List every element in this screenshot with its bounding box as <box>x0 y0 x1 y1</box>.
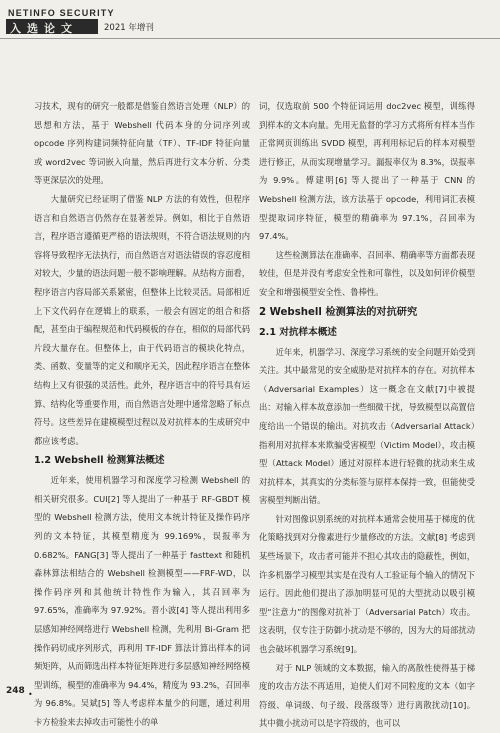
paragraph: 近年来，机器学习、深度学习系统的安全问题开始受到关注。其中最常见的安全威胁是对抗样本的存在。对抗样本（Adversarial Examples）这一概念在文献[7]中被提出：对输入样本故意添加一些细微干扰，导致模型以高置信度给出一个错误的输出。对抗攻击（Adversarial Attack）指利用对抗样本来欺骗受害模型（Victim Model），攻击模型（Attack Model）通过对原样本进行轻微的扰动来生成对抗样本，其真实的分类标签与原样本保持一致，但能使受害模型判断出错。 <box>259 346 475 506</box>
paragraph: 近年来，使用机器学习和深度学习检测 Webshell 的相关研究很多。CUI[2] 等人提出了一种基于 RF-GBDT 模型的 Webshell 检测方法，使用文本统计特征及操作码序列的文本特征，其模型精度为 99.169%，误报率为 0.682%。FANG[3] 等人提出了一种基于 fasttext 和随机森林算法相结合的 Webshell 检测模型——FRF-WD，以操作码序列和其他统计特性作为输入，其召回率为 97.65%，准确率为 97.92%。晋小波[4] 等人提出利用多层感知神经网络进行 Webshell 检测，先利用 Bi-Gram 把操作码切成序列形式，再利用 TF-IDF 算法计算出样本的词频矩阵，从而筛选出样本特征矩阵进行多层感知神经网络模型训练，模型的准确率为 94.4%，精度为 93.2%，召回率为 96.8%。吴斌[5] 等人考虑样本量少的问题，通过利用卡方检验来去掉攻击可能性小的单 <box>34 475 250 727</box>
page-header <box>0 0 500 52</box>
page-number: 248 <box>6 686 25 696</box>
journal-brand: NETINFO SECURITY <box>8 8 115 18</box>
paragraph: 词，仅选取前 500 个特征词运用 doc2vec 模型，训练得到样本的文本向量。先用无监督的学习方式将所有样本当作正常网页训练出 SVDD 模型，再利用标记后的样本对模型进行修正，从而实现增量学习。漏报率仅为 8.3%，误报率为 9.9%。傅建明[6] 等人提出了一种基于 CNN 的 Webshell 检测方法，该方法基于 opcode，利用词汇表模型提取词序特征，模型的精确率为 97.1%，召回率为 97.4%。 <box>259 101 475 242</box>
issue-label: 2021 年增刊 <box>104 23 154 33</box>
paragraph: 大量研究已经证明了借鉴 NLP 方法的有效性，但程序语言和自然语言仍然存在显著差异。例如，相比于自然语言，程序语言遵循更严格的语法规则，不符合语法规则的内容将导致程序无法执行，而自然语言对语法错误的容忍度相对较大，少量的语法问题一般不影响理解。从结构方面看，程序语言内容局部关系紧密，但整体上比较灵活。局部相近上下文代码存在逻辑上的联系，一般会有固定的组合和搭配，甚至由于编程规范和代码模板的存在，相似的局部代码片段大量存在。但整体上，由于代码语言的模块化特点，类、函数、变量等的定义和顺序无关，因此程序语言在整体结构上又有很强的灵活性。此外，程序语言中的符号具有运算、结构化等重要作用，而自然语言处理中通常忽略了标点符号。这些差异在建模模型过程以及对抗样本的生成研究中都应该考虑。 <box>34 193 250 446</box>
header-divider <box>0 38 500 39</box>
section-tag: 入选论文 <box>10 22 78 35</box>
left-column <box>34 97 250 732</box>
paragraph: 这些检测算法在准确率、召回率、精确率等方面都表现较佳，但是并没有考虑安全性和可靠性，以及如何评价模型安全和增强模型安全性、鲁棒性。 <box>259 249 475 297</box>
right-column <box>259 97 475 733</box>
section-heading: 1.2 Webshell 检测算法概述 <box>34 455 165 467</box>
paragraph: 对于 NLP 领域的文本数据，输入的离散性使得基于梯度的攻击方法不再适用，迫使人们对不同粒度的文本（如字符级、单词级、句子级、段落级等）进行离散扰动[10]。其中微小扰动可以是字符级的，也可以 <box>259 662 475 729</box>
paragraph: 针对图像识别系统的对抗样本通常会使用基于梯度的优化策略找到对分像素进行少量修改的方法。文献[8] 考虑到某些场景下，攻击者可能并不担心其攻击的隐蔽性，例如，许多机器学习模型其实是在没有人工验证每个输入的情况下运行。因此他们提出了添加明显可见的大型扰动以吸引模型“注意力”的图像对抗补丁（Adversarial Patch）攻击。这表明，仅专注于防御小扰动是不够的，因为大的局部扰动也会破坏机器学习系统[9]。 <box>259 513 475 655</box>
footer-dot: • <box>28 690 33 699</box>
paragraph: 习技术，现有的研究一般都是借鉴自然语言处理（NLP）的思想和方法，基于 Webshell 代码本身的分词序列或 opcode 序列构建词频特征向量（TF）、TF-IDF 特征向量或 word2vec 等词嵌入向量，然后再进行文本分析、分类等更深层次的处理。 <box>34 101 250 186</box>
chapter-heading: 2 Webshell 检测算法的对抗研究 <box>259 306 418 318</box>
section-heading: 2.1 对抗样本概述 <box>259 326 337 338</box>
